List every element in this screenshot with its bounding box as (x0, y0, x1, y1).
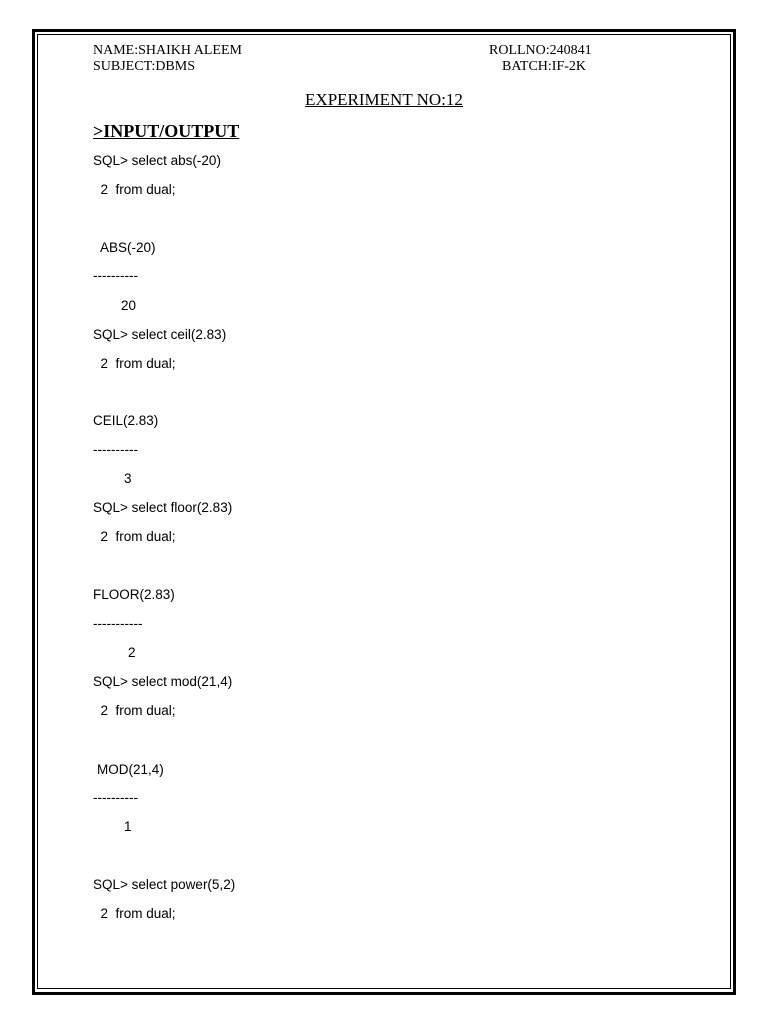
sql-query-line: 2 from dual; (93, 356, 176, 371)
experiment-title: EXPERIMENT NO:12 (305, 90, 463, 109)
result-value: 1 (124, 819, 132, 834)
sql-query-line: SQL> select floor(2.83) (93, 500, 233, 515)
result-separator: ---------- (93, 442, 138, 457)
sql-query-line: SQL> select ceil(2.83) (93, 327, 227, 342)
result-column-header: FLOOR(2.83) (93, 587, 175, 602)
result-column-header: MOD(21,4) (97, 762, 164, 777)
sql-query-line: SQL> select power(5,2) (93, 877, 236, 892)
result-separator: ---------- (93, 268, 138, 283)
section-heading: >INPUT/OUTPUT (93, 121, 240, 141)
sql-query-line: 2 from dual; (93, 703, 176, 718)
roll-number: ROLLNO:240841 (489, 43, 592, 58)
sql-query-line: SQL> select mod(21,4) (93, 674, 233, 689)
sql-query-line: 2 from dual; (93, 906, 176, 921)
result-separator: ----------- (93, 616, 143, 631)
sql-query-line: SQL> select abs(-20) (93, 153, 221, 168)
sql-query-line: 2 from dual; (93, 182, 176, 197)
result-value: 20 (121, 298, 137, 313)
result-value: 2 (128, 645, 136, 660)
batch: BATCH:IF-2K (502, 59, 587, 74)
result-separator: ---------- (93, 790, 138, 805)
subject: SUBJECT:DBMS (93, 59, 195, 74)
sql-query-line: 2 from dual; (93, 529, 176, 544)
result-value: 3 (124, 471, 132, 486)
student-name: NAME:SHAIKH ALEEM (93, 43, 242, 58)
result-column-header: CEIL(2.83) (93, 413, 159, 428)
result-column-header: ABS(-20) (100, 240, 156, 255)
